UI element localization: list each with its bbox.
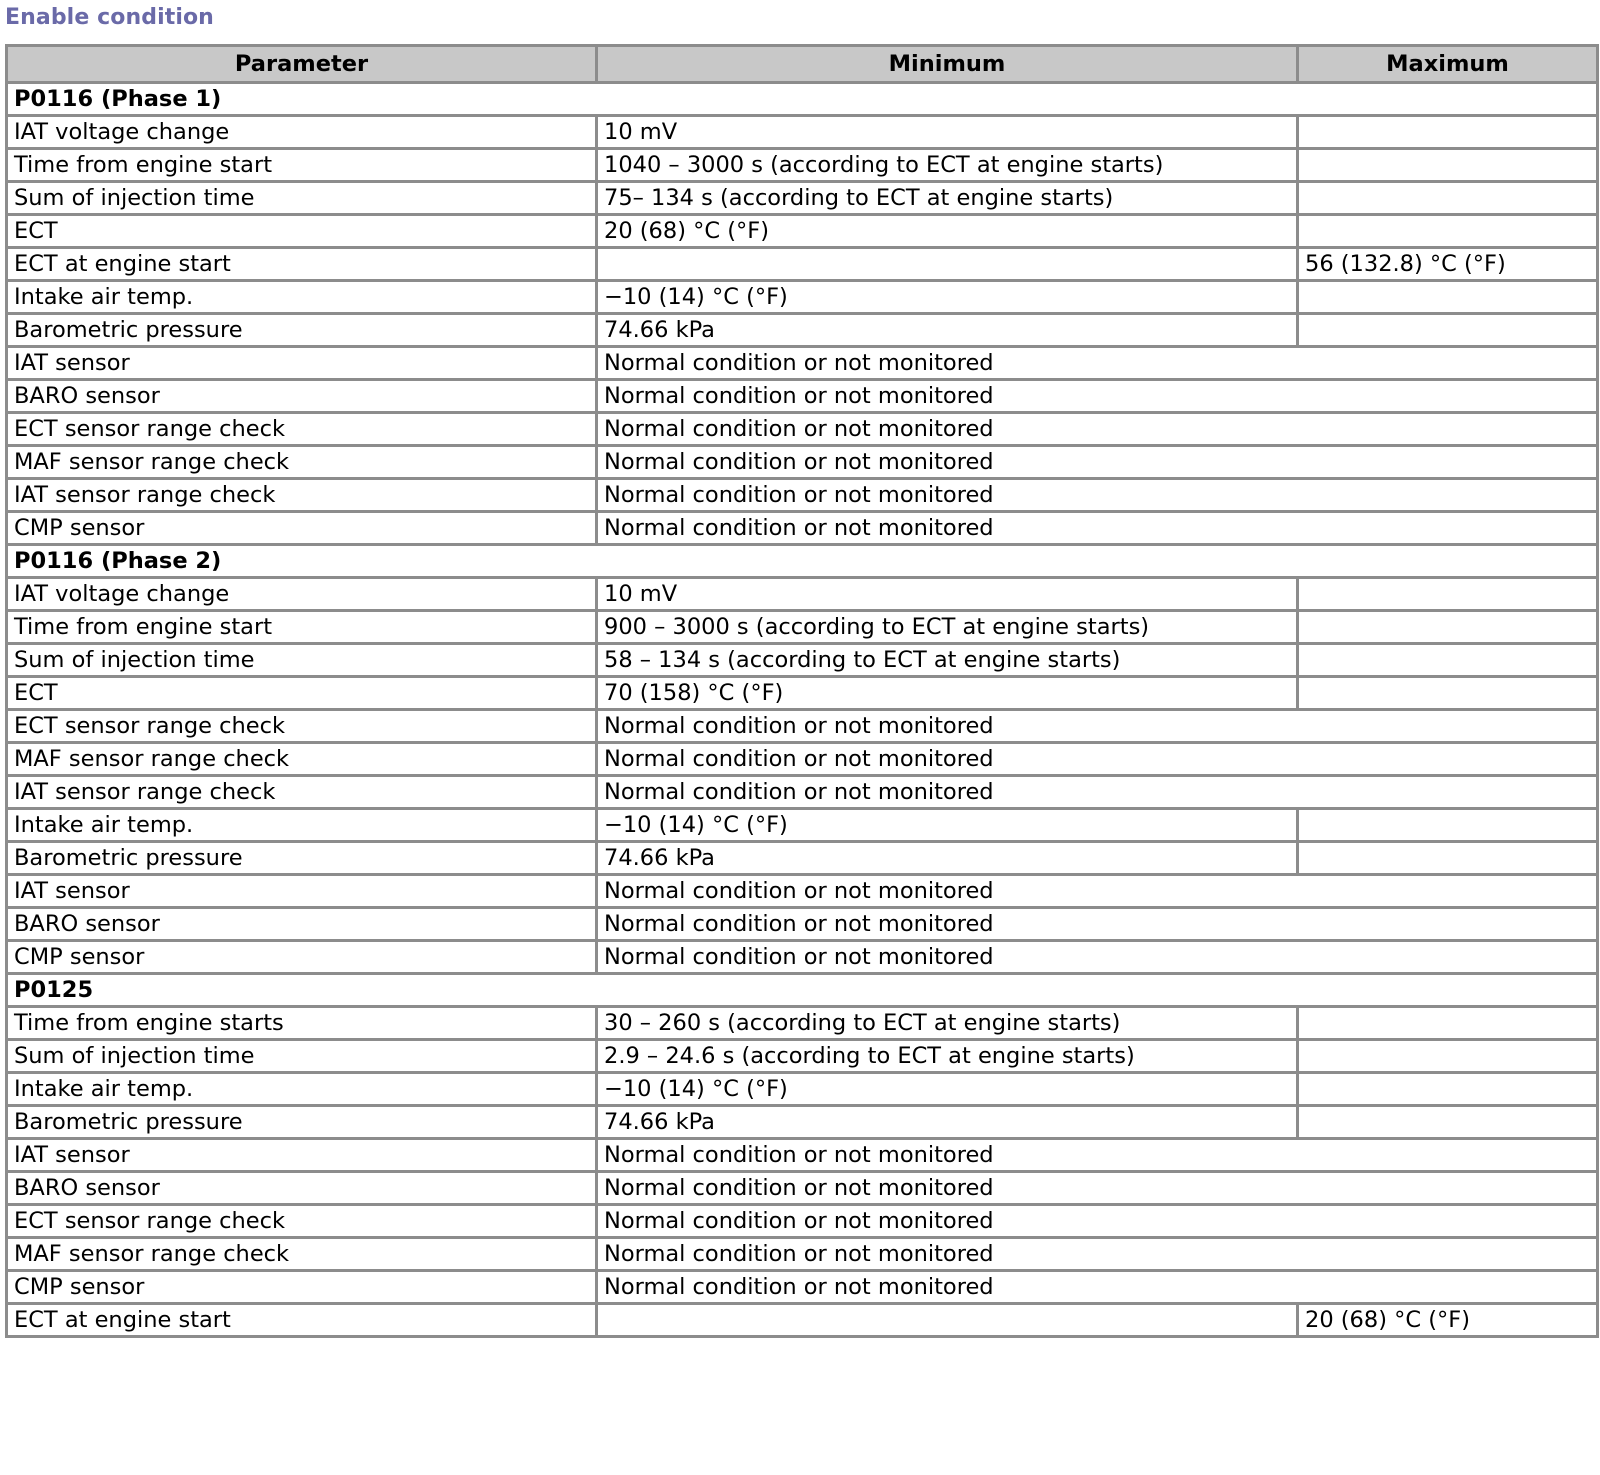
parameter-cell: BARO sensor — [7, 908, 597, 941]
table-row — [7, 1172, 1598, 1205]
minimum-cell: Normal condition or not monitored — [597, 743, 1598, 776]
parameter-cell: Time from engine start — [7, 149, 597, 182]
maximum-cell: 20 (68) °C (°F) — [1298, 1304, 1598, 1337]
parameter-cell: Sum of injection time — [7, 644, 597, 677]
header-minimum: Minimum — [597, 46, 1298, 83]
table-row — [7, 611, 1598, 644]
maximum-cell — [1298, 149, 1598, 182]
table-row — [7, 413, 1598, 446]
minimum-cell: Normal condition or not monitored — [597, 479, 1598, 512]
table-row — [7, 809, 1598, 842]
minimum-cell: 2.9 – 24.6 s (according to ECT at engine starts) — [597, 1040, 1298, 1073]
group-title: P0116 (Phase 1) — [7, 83, 1598, 116]
minimum-cell: 74.66 kPa — [597, 842, 1298, 875]
parameter-cell: ECT sensor range check — [7, 413, 597, 446]
minimum-cell: Normal condition or not monitored — [597, 875, 1598, 908]
table-row — [7, 347, 1598, 380]
header-parameter: Parameter — [7, 46, 597, 83]
minimum-cell — [597, 248, 1298, 281]
minimum-cell: Normal condition or not monitored — [597, 347, 1598, 380]
minimum-cell: Normal condition or not monitored — [597, 776, 1598, 809]
table-row — [7, 644, 1598, 677]
table-row — [7, 446, 1598, 479]
table-row — [7, 314, 1598, 347]
table-row — [7, 1040, 1598, 1073]
parameter-cell: Barometric pressure — [7, 842, 597, 875]
parameter-cell: Time from engine start — [7, 611, 597, 644]
parameter-cell: Intake air temp. — [7, 809, 597, 842]
parameter-cell: Sum of injection time — [7, 1040, 597, 1073]
table-row — [7, 215, 1598, 248]
parameter-cell: IAT sensor — [7, 1139, 597, 1172]
parameter-cell: CMP sensor — [7, 1271, 597, 1304]
table-header — [7, 46, 1598, 83]
table-row — [7, 578, 1598, 611]
table-row — [7, 380, 1598, 413]
minimum-cell: 10 mV — [597, 116, 1298, 149]
maximum-cell — [1298, 215, 1598, 248]
table-row — [7, 941, 1598, 974]
parameter-cell: ECT sensor range check — [7, 1205, 597, 1238]
page-title: Enable condition — [5, 5, 214, 30]
parameter-cell: IAT sensor — [7, 347, 597, 380]
parameter-cell: MAF sensor range check — [7, 743, 597, 776]
maximum-cell — [1298, 809, 1598, 842]
header-row — [7, 46, 1598, 83]
table-row — [7, 1271, 1598, 1304]
minimum-cell: Normal condition or not monitored — [597, 1238, 1598, 1271]
minimum-cell: Normal condition or not monitored — [597, 1139, 1598, 1172]
group-title: P0116 (Phase 2) — [7, 545, 1598, 578]
enable-condition-table — [5, 44, 1599, 1338]
maximum-cell — [1298, 1040, 1598, 1073]
table-row — [7, 776, 1598, 809]
maximum-cell — [1298, 1073, 1598, 1106]
parameter-cell: ECT — [7, 215, 597, 248]
minimum-cell: Normal condition or not monitored — [597, 1271, 1598, 1304]
parameter-cell: MAF sensor range check — [7, 446, 597, 479]
parameter-cell: BARO sensor — [7, 380, 597, 413]
parameter-cell: BARO sensor — [7, 1172, 597, 1205]
minimum-cell: Normal condition or not monitored — [597, 1172, 1598, 1205]
minimum-cell: −10 (14) °C (°F) — [597, 809, 1298, 842]
minimum-cell — [597, 1304, 1298, 1337]
maximum-cell — [1298, 116, 1598, 149]
maximum-cell: 56 (132.8) °C (°F) — [1298, 248, 1598, 281]
group-row — [7, 545, 1598, 578]
parameter-cell: Sum of injection time — [7, 182, 597, 215]
table-row — [7, 710, 1598, 743]
maximum-cell — [1298, 281, 1598, 314]
table-row — [7, 182, 1598, 215]
parameter-cell: IAT sensor range check — [7, 479, 597, 512]
parameter-cell: CMP sensor — [7, 512, 597, 545]
minimum-cell: 10 mV — [597, 578, 1298, 611]
parameter-cell: Barometric pressure — [7, 314, 597, 347]
minimum-cell: Normal condition or not monitored — [597, 380, 1598, 413]
minimum-cell: 74.66 kPa — [597, 1106, 1298, 1139]
maximum-cell — [1298, 314, 1598, 347]
parameter-cell: ECT — [7, 677, 597, 710]
table-row — [7, 875, 1598, 908]
table-row — [7, 479, 1598, 512]
minimum-cell: 30 – 260 s (according to ECT at engine starts) — [597, 1007, 1298, 1040]
table-row — [7, 842, 1598, 875]
minimum-cell: 20 (68) °C (°F) — [597, 215, 1298, 248]
parameter-cell: Barometric pressure — [7, 1106, 597, 1139]
group-row — [7, 83, 1598, 116]
parameter-cell: Intake air temp. — [7, 281, 597, 314]
minimum-cell: Normal condition or not monitored — [597, 908, 1598, 941]
table-row — [7, 1139, 1598, 1172]
maximum-cell — [1298, 611, 1598, 644]
minimum-cell: −10 (14) °C (°F) — [597, 1073, 1298, 1106]
table-row — [7, 1238, 1598, 1271]
table-row — [7, 743, 1598, 776]
table-row — [7, 677, 1598, 710]
group-title: P0125 — [7, 974, 1598, 1007]
parameter-cell: ECT at engine start — [7, 248, 597, 281]
table-row — [7, 281, 1598, 314]
minimum-cell: Normal condition or not monitored — [597, 446, 1598, 479]
minimum-cell: Normal condition or not monitored — [597, 941, 1598, 974]
minimum-cell: Normal condition or not monitored — [597, 512, 1598, 545]
minimum-cell: −10 (14) °C (°F) — [597, 281, 1298, 314]
table-row — [7, 1304, 1598, 1337]
maximum-cell — [1298, 1007, 1598, 1040]
minimum-cell: 58 – 134 s (according to ECT at engine starts) — [597, 644, 1298, 677]
table-row — [7, 1205, 1598, 1238]
parameter-cell: IAT sensor range check — [7, 776, 597, 809]
minimum-cell: 900 – 3000 s (according to ECT at engine starts) — [597, 611, 1298, 644]
parameter-cell: CMP sensor — [7, 941, 597, 974]
minimum-cell: 75– 134 s (according to ECT at engine starts) — [597, 182, 1298, 215]
table-row — [7, 512, 1598, 545]
minimum-cell: 70 (158) °C (°F) — [597, 677, 1298, 710]
table-row — [7, 1007, 1598, 1040]
maximum-cell — [1298, 182, 1598, 215]
table-row — [7, 248, 1598, 281]
maximum-cell — [1298, 842, 1598, 875]
table-row — [7, 908, 1598, 941]
parameter-cell: IAT voltage change — [7, 578, 597, 611]
table-row — [7, 149, 1598, 182]
parameter-cell: IAT sensor — [7, 875, 597, 908]
parameter-cell: ECT sensor range check — [7, 710, 597, 743]
parameter-cell: IAT voltage change — [7, 116, 597, 149]
header-maximum: Maximum — [1298, 46, 1598, 83]
maximum-cell — [1298, 644, 1598, 677]
minimum-cell: Normal condition or not monitored — [597, 1205, 1598, 1238]
parameter-cell: Time from engine starts — [7, 1007, 597, 1040]
maximum-cell — [1298, 1106, 1598, 1139]
table-row — [7, 1106, 1598, 1139]
group-row — [7, 974, 1598, 1007]
minimum-cell: 1040 – 3000 s (according to ECT at engine starts) — [597, 149, 1298, 182]
table-row — [7, 116, 1598, 149]
table-body — [7, 83, 1598, 1337]
parameter-cell: ECT at engine start — [7, 1304, 597, 1337]
maximum-cell — [1298, 677, 1598, 710]
table-row — [7, 1073, 1598, 1106]
parameter-cell: MAF sensor range check — [7, 1238, 597, 1271]
parameter-cell: Intake air temp. — [7, 1073, 597, 1106]
minimum-cell: 74.66 kPa — [597, 314, 1298, 347]
minimum-cell: Normal condition or not monitored — [597, 710, 1598, 743]
minimum-cell: Normal condition or not monitored — [597, 413, 1598, 446]
maximum-cell — [1298, 578, 1598, 611]
